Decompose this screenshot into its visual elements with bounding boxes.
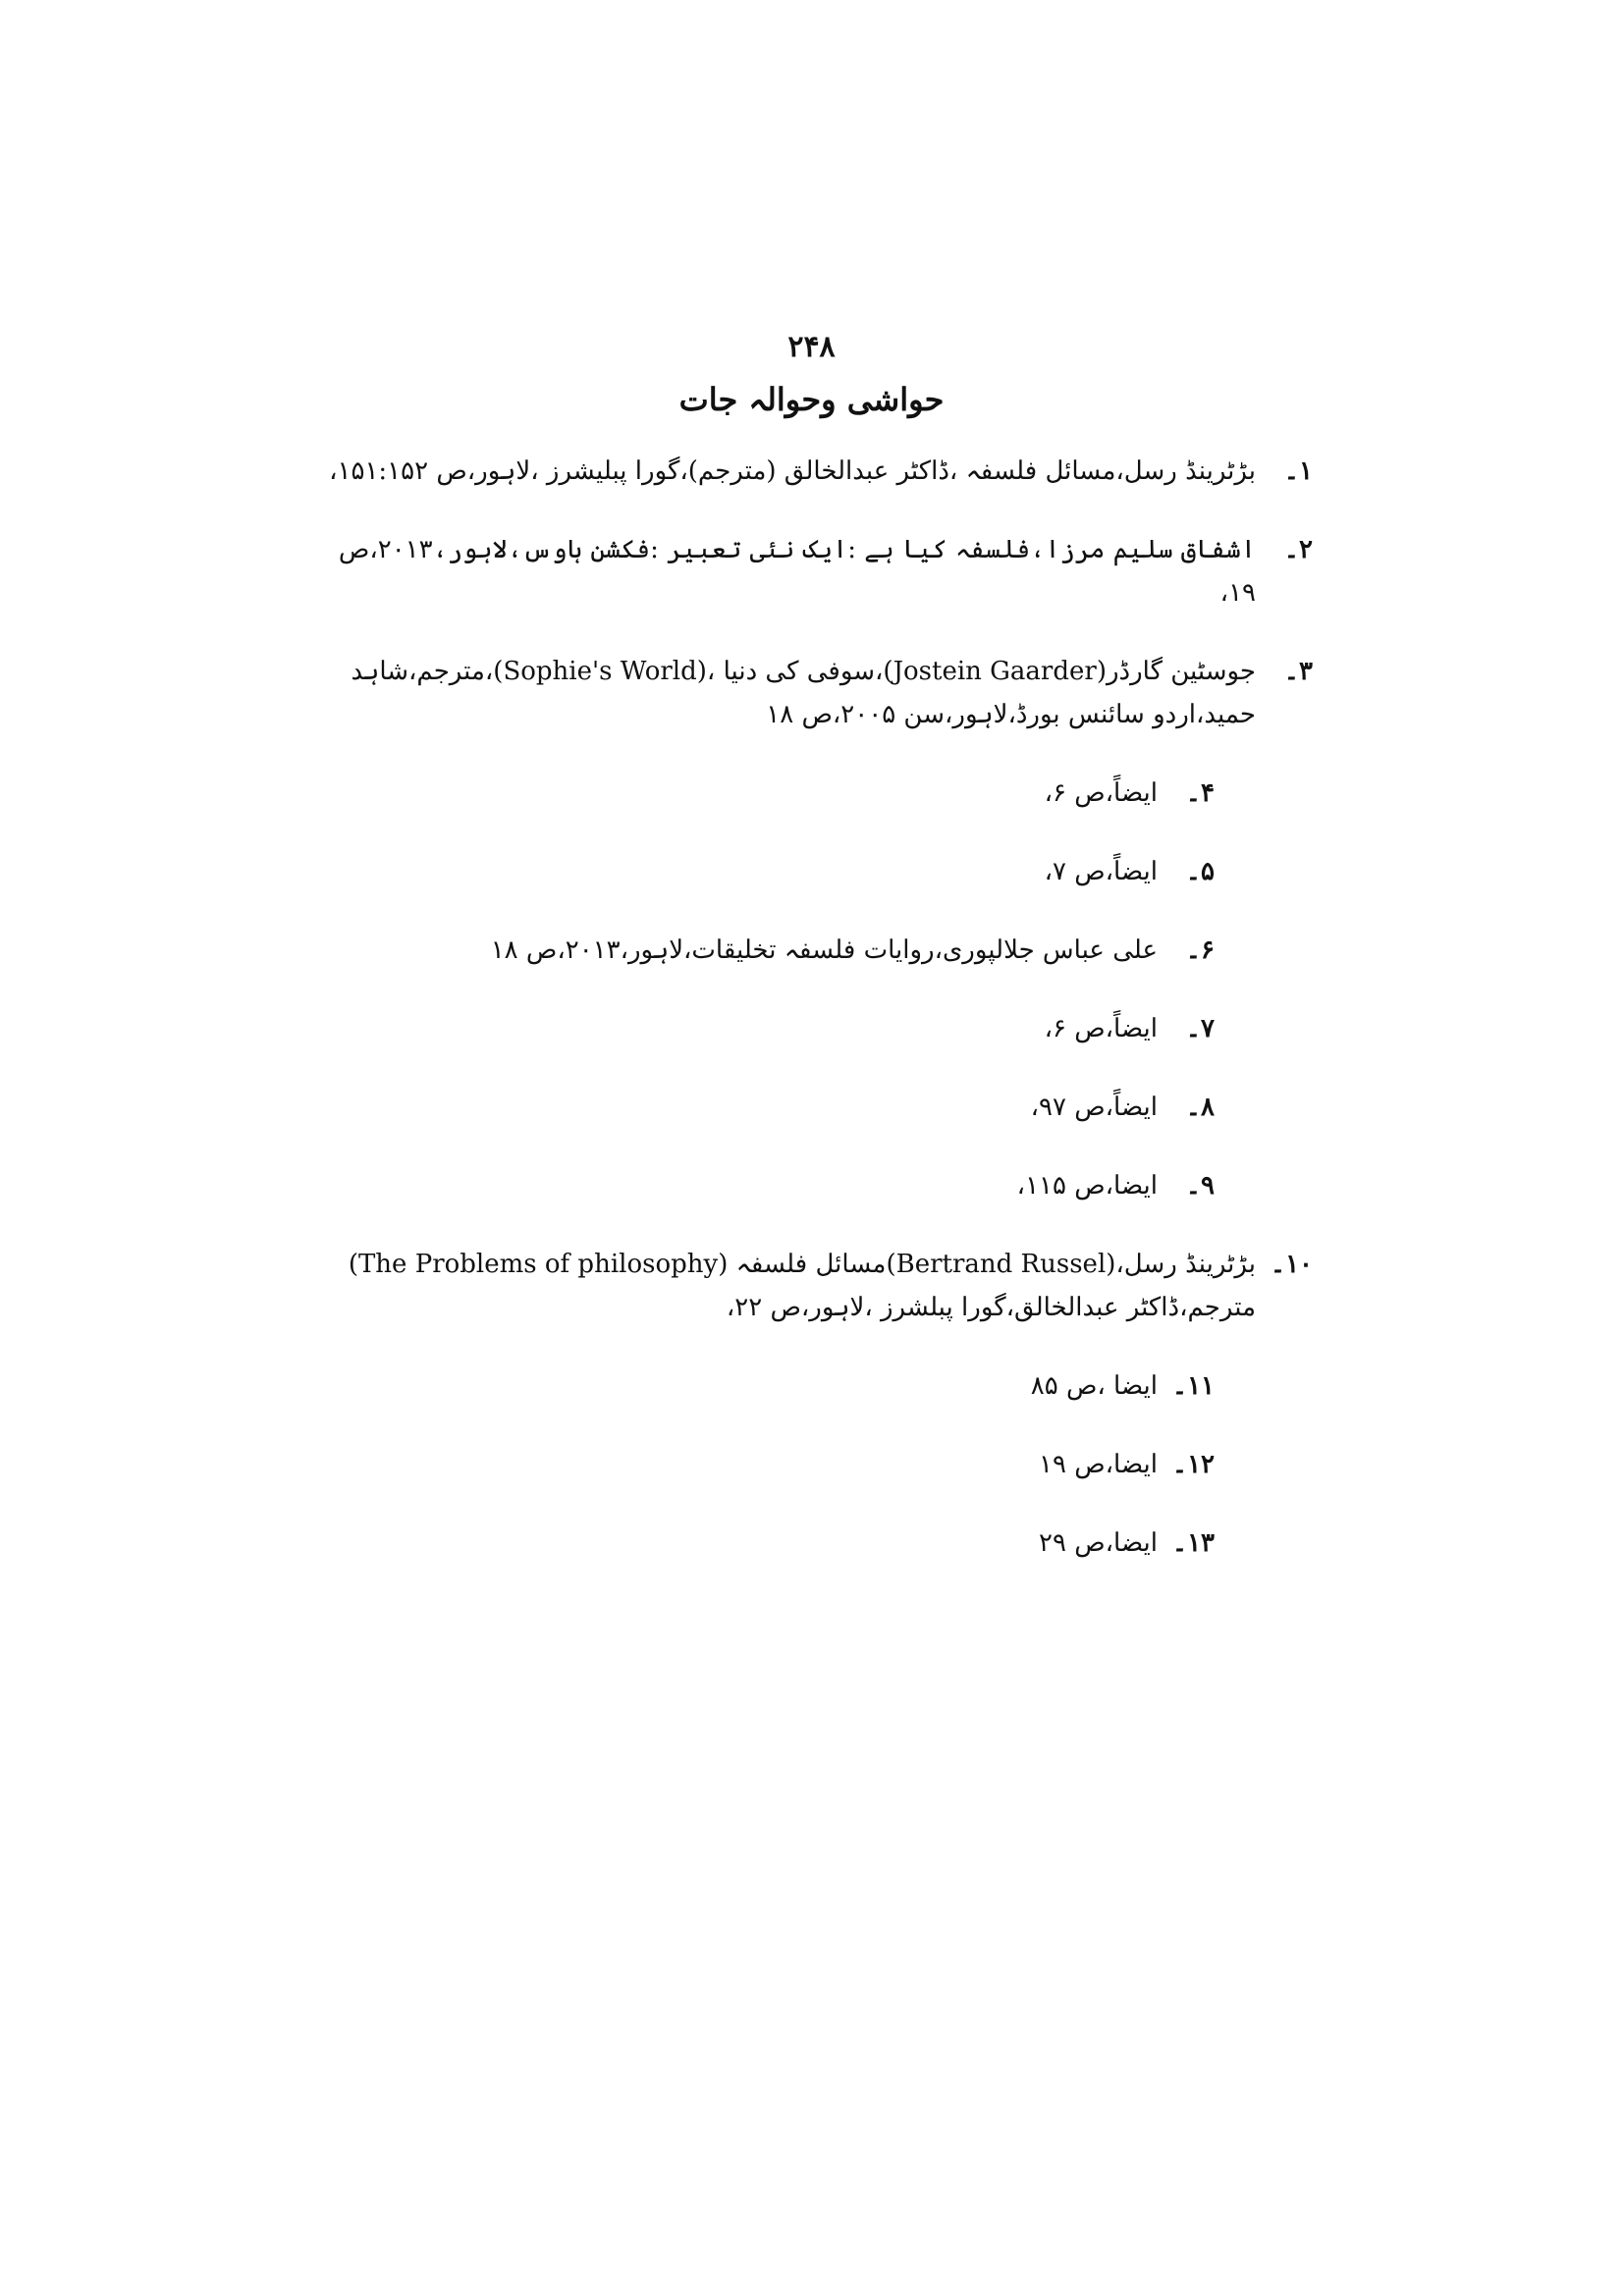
footnote-text: بڑٹرینڈ رسل،مسائل فلسفہ ،ڈاکٹر عبدالخالق (مترجم)،گورا پبلیشرز ،لاہور،ص ۱۵۱:۱۵۲، (329, 456, 1256, 486)
footnote-marker: ۱۰۔ (1270, 1250, 1313, 1279)
footnote-8 (321, 1086, 1215, 1129)
footnote-text: ایضا،ص ۱۱۵، (1016, 1171, 1158, 1201)
footnote-2 (321, 528, 1313, 614)
footnote-text: اشفاق سلیم مرزا،فلسفہ کیا ہے :ایک نئی تعبیر :فکشن ہاوس،لاہور،۲۰۱۳،ص ۱۹، (338, 535, 1256, 608)
footnote-marker: ۱۔ (1283, 456, 1313, 486)
footnote-marker: ۷۔ (1185, 1014, 1215, 1043)
footnote-text: ایضا،ص ۱۹ (1039, 1450, 1158, 1479)
footnotes-list (321, 450, 1313, 1600)
footnote-text: ایضاً،ص ۶، (1044, 1014, 1158, 1043)
footnote-1 (321, 450, 1313, 493)
section-heading: حواشی وحوالہ جات (678, 381, 945, 418)
footnote-text: ایضا،ص ۲۹ (1039, 1528, 1158, 1558)
footnote-text: جوسٹین گارڈر(Jostein Gaarder)،سوفی کی دنیا ،(Sophie's World)،مترجم،شاہد حمید،اردو سائنس بورڈ،لاہور،سن ۲۰۰۵،ص ۱۸ (351, 657, 1256, 729)
footnote-marker: ۵۔ (1185, 857, 1215, 886)
footnote-6 (321, 929, 1215, 972)
footnote-marker: ۱۲۔ (1171, 1450, 1215, 1479)
footnote-marker: ۳۔ (1283, 657, 1313, 686)
footnote-marker: ۱۱۔ (1171, 1371, 1215, 1401)
footnote-marker: ۲۔ (1283, 535, 1313, 564)
footnote-marker: ۹۔ (1185, 1171, 1215, 1201)
footnote-marker: ۴۔ (1185, 778, 1215, 808)
footnote-text: ایضاً،ص ۷، (1044, 857, 1158, 886)
footnote-text: بڑٹرینڈ رسل،(Bertrand Russel)مسائل فلسفہ (The Problems of philosophy) مترجم،ڈاکٹر عبدالخالق،گورا پبلشرز ،لاہور،ص ۲۲، (348, 1250, 1256, 1322)
footnote-text: ایضا ،ص ۸۵ (1030, 1371, 1158, 1401)
footnote-9 (321, 1164, 1215, 1207)
footnote-13 (321, 1522, 1215, 1565)
page-number: ۲۴۸ (787, 330, 836, 364)
footnote-marker: ۱۳۔ (1171, 1528, 1215, 1558)
footnote-4 (321, 772, 1215, 815)
footnote-marker: ۶۔ (1185, 935, 1215, 965)
footnote-text: علی عباس جلالپوری،روایات فلسفہ تخلیقات،لاہور،۲۰۱۳،ص ۱۸ (490, 935, 1158, 965)
footnote-7 (321, 1007, 1215, 1050)
footnote-10 (321, 1243, 1313, 1329)
footnote-text: ایضاً،ص ۹۷، (1030, 1093, 1158, 1122)
footnote-3 (321, 650, 1313, 736)
footnote-marker: ۸۔ (1185, 1093, 1215, 1122)
footnote-12 (321, 1443, 1215, 1486)
footnote-11 (321, 1364, 1215, 1408)
footnote-text: ایضاً،ص ۶، (1044, 778, 1158, 808)
footnote-5 (321, 850, 1215, 893)
